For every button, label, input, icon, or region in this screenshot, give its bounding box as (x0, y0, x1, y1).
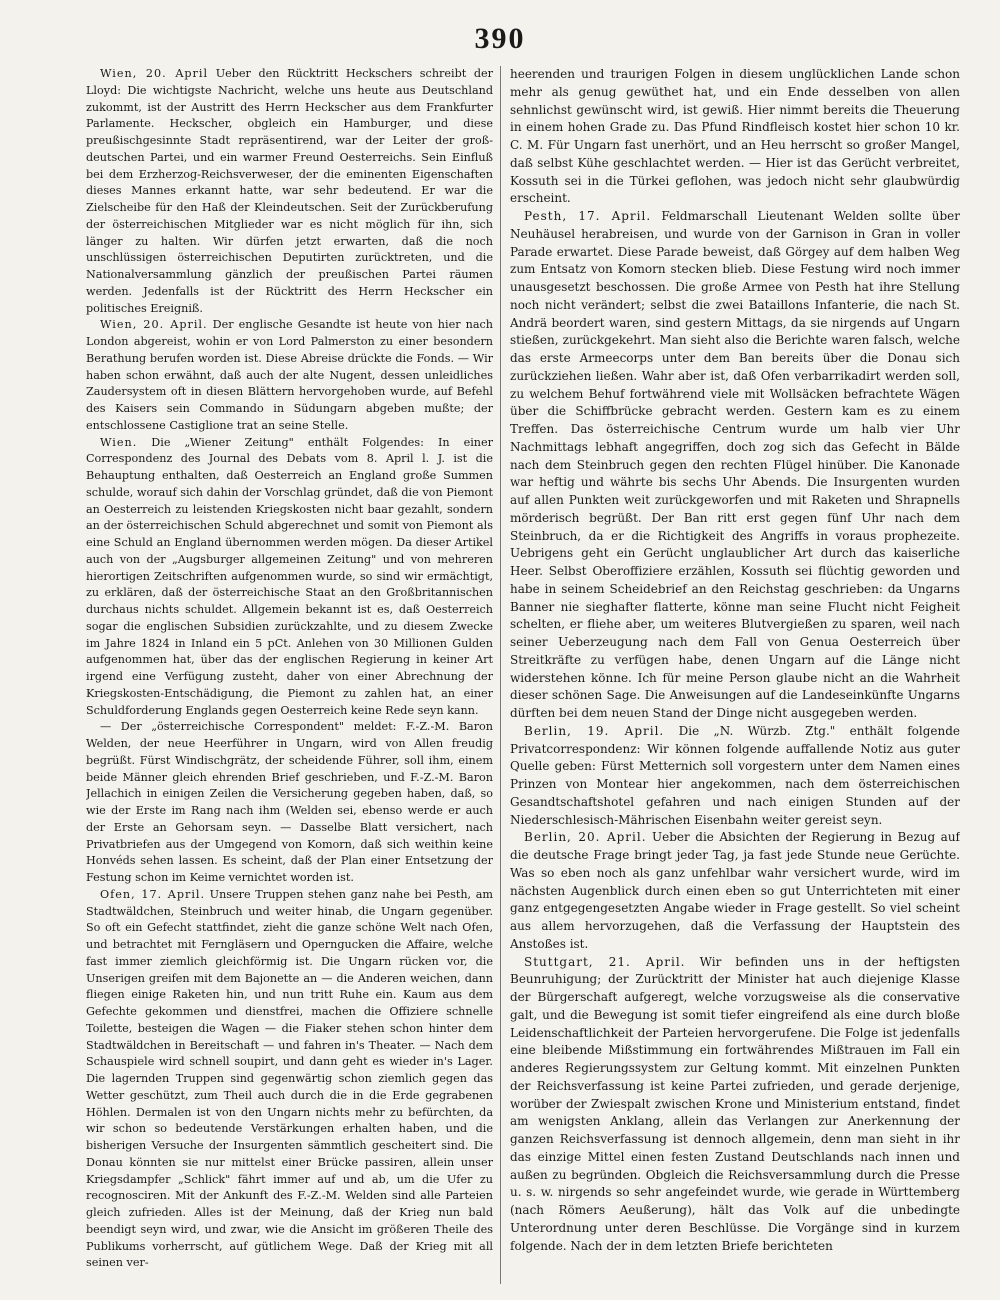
page-number: 390 (474, 22, 526, 55)
article-pesth (510, 208, 960, 723)
article-text: Unsere Truppen stehen ganz nahe bei Pesth, am Stadtwäldchen, Steinbruch und weiter hinab, die Ungarn gegenüber. So oft ein Gefecht stattfindet, zieht die ganze schöne Welt nach Ofen, und betrachtet mit Ferngläsern und Operngucken die Affaire, welche fast immer ziemlich gleichförmig ist. Die Ungarn rücken vor, die Unserigen greifen mit dem Bajonette an — die Anderen weichen, dann fliegen einige Raketen hin, und nun tritt Ruhe ein. Kaum aus dem Gefechte gekommen und dienstfrei, machen die Offiziere schnelle Toilette, besteigen die Wagen — die Fiaker stehen schon hinter dem Stadtwäldchen in Bereitschaft — und fahren in's Theater. — Nach dem Schauspiele wird schnell soupirt, und dann geht es wieder in's Lager. Die lagernden Truppen sind gegenwärtig schon ziemlich gegen das Wetter geschützt, zum Theil auch durch die in die Erde gegrabenen Höhlen. Dermalen ist von den Ungarn nichts mehr zu befürchten, da wir schon so bedeutende Verstärkungen erhalten haben, und die bisherigen Versuche der Insurgenten sämmtlich gescheitert sind. Die Donau könnten sie nur mittelst einer Brücke passiren, allein unser Kriegsdampfer „Schlick" fährt immer auf und ab, um die Ufer zu recognosciren. Mit der Ankunft des F.-Z.-M. Welden sind alle Parteien gleich zufrieden. Alles ist der Meinung, daß der Krieg nun bald beendigt seyn wird, und zwar, wie die Ansicht im größeren Theile des Publikums vorherrscht, auf gütlichem Wege. Daß der Krieg mit all seinen ver- (86, 887, 493, 1270)
article-berlin-19 (510, 723, 960, 830)
article-text: Die „N. Würzb. Ztg." enthält folgende Privatcorrespondenz: Wir können folgende auffallende Notiz aus guter Quelle geben: Fürst Metternich soll vorgestern unter dem Namen eines Prinzen von Montear hier angekommen, nach dem österreichischen Gesandtschaftshotel gefahren und nach einigen Stunden auf der Niederschlesisch-Mährischen Eisenbahn weiter gereist seyn. (510, 723, 960, 827)
article-text: heerenden und traurigen Folgen in diesem unglücklichen Lande schon mehr als genug gewüthet hat, und ein Ende desselben von allen sehnlichst gewünscht wird, ist gewiß. Hier nimmt bereits die Theuerung in einem hohen Grade zu. Das Pfund Rindfleisch kostet hier schon 10 kr. C. M. Für Ungarn fast unerhört, und an Heu herrscht so großer Mangel, daß selbst Kühe geschlachtet werden. — Hier ist das Gerücht verbreitet, Kossuth sei in die Türkei geflohen, was jedoch nicht sehr glaubwürdig erscheint. (510, 67, 960, 206)
dateline: Wien. (100, 435, 138, 449)
dateline: Berlin, 19. April. (524, 723, 665, 738)
article-text: Feldmarschall Lieutenant Welden sollte über Neuhäusel herabreisen, und wurde von der Garnison in Gran in voller Parade erwartet. Diese Parade beweist, daß Görgey auf dem halben Weg zum Entsatz von Komorn stecken blieb. Diese Festung wird noch immer unausgesetzt beschossen. Die große Armee von Pesth hat ihre Stellung noch nicht verändert; selbst die zwei Bataillons Infanterie, die nach St. Andrä beordert waren, sind gestern Mittags, da sie nirgends auf Ungarn stießen, zurückgekehrt. Man sieht also die Berichte waren falsch, welche das erste Armeecorps unter dem Ban bereits über die Donau sich zurückziehen ließen. Wahr aber ist, daß Ofen verbarrikadirt werden soll, zu welchem Behuf fortwährend viele mit Wollsäcken befrachtete Wägen über die Schiffbrücke gebracht werden. Gestern kam es zu einem Treffen. Das österreichische Centrum wurde um halb vier Uhr Nachmittags lebhaft angegriffen, doch zog sich das Gefecht in Bälde nach dem Steinbruch gegen den rechten Flügel hinüber. Die Kanonade war heftig und währte bis sechs Uhr Abends. Die Insurgenten wurden auf allen Punkten weit zurückgeworfen und mit Raketen und Shrapnells mörderisch begrüßt. Der Ban ritt erst gegen fünf Uhr nach dem Steinbruch, da er die Richtigkeit des Angriffs in voraus prophezeite. Uebrigens geht ein Gerücht unglaublicher Art durch das kaiserliche Heer. Selbst Oberoffiziere erzählen, Kossuth sei flüchtig geworden und habe in seinem Scheidebrief an den Reichstag geschrieben: da Ungarns Banner nie sieghafter flatterte, könne man seine Flucht nicht Feigheit schelten, er fliehe aber, um weiteres Blutvergießen zu sparen, weil nach seiner Ueberzeugung nach dem Fall von Genua Oesterreich über Streitkräfte zu verfügen habe, denen Ungarn auf die Länge nicht widerstehen könne. Ich für meine Person glaube nicht an die Wahrheit dieser schönen Sage. Die Anweisungen auf die Landeseinkünfte Ungarns dürften bei dem neuen Stand der Dinge nicht ausgegeben werden. (510, 209, 960, 720)
dateline: Wien, 20. April. (100, 318, 208, 332)
left-column (86, 66, 493, 1284)
dateline: Pesth, 17. April. (524, 209, 652, 223)
article-text: Wir befinden uns in der heftigsten Beunruhigung; der Zurücktritt der Minister hat auch diejenige Klasse der Bürgerschaft aufgeregt, welche vorzugsweise als die conservative galt, und die Bewegung ist somit tiefer eingreifend als eine durch bloße Leidenschaftlichkeit der Parteien hervorgerufene. Die Folge ist jedenfalls eine bleibende Mißstimmung ein fortwährendes Mißtrauen im Fall ein anderes Regierungssystem zur Geltung kommt. Mit einzelnen Punkten der Reichsverfassung ist keine Partei zufrieden, und gerade derjenige, worüber der Zwiespalt zwischen Krone und Ministerium entstand, findet am wenigsten Anklang, allein das Verlangen zur Anerkennung der ganzen Reichsverfassung ist dennoch allgemein, denn man sieht in ihr das einzige Mittel einen festen Zustand Deutschlands nach innen und außen zu begründen. Obgleich die Reichsversammlung durch die Presse u. s. w. nirgends so sehr angefeindet wurde, wie gerade in Württemberg (nach Römers Aeußerung), hält das Volk auf die unbedingte Unterordnung unter deren Beschlüsse. Die Vorgänge sind in kurzem folgende. Nach der in dem letzten Briefe berichteten (510, 954, 960, 1253)
dateline: Ofen, 17. April. (100, 887, 206, 901)
article-wien-heckscher (86, 66, 493, 317)
dateline: Berlin, 20. April. (524, 830, 647, 845)
article-text: Der englische Gesandte ist heute von hier nach London abgereist, wohin er von Lord Palmerston zu einer besondern Berathung berufen worden ist. Diese Abreise drückte die Fonds. — Wir haben schon erwähnt, daß auch der alte Nugent, dessen unleidliches Zaudersystem oft in diesen Blättern hervorgehoben wurde, auf Befehl des Kaisers sein Commando in Südungarn abgeben mußte; der entschlossene Castiglione trat an seine Stelle. (86, 318, 493, 432)
article-text: Ueber die Absichten der Regierung in Bezug auf die deutsche Frage bringt jeder Tag, ja fast jede Stunde neue Gerüchte. Was so eben noch als ganz unfehlbar wahr versichert wurde, wird im nächsten Augenblick durch einen eben so gut Unterrichteten mit einer ganz entgegengesetzten Angabe wieder in Frage gestellt. So viel scheint aus allem hervorzugehen, daß die Verfassung der Hauptstein des Anstoßes ist. (510, 830, 960, 951)
article-correspondent (86, 719, 493, 887)
article-text: Ueber den Rücktritt Heckschers schreibt der Lloyd: Die wichtigste Nachricht, welche uns heute aus Deutschland zukommt, ist der Austritt des Herrn Heckscher aus dem Frankfurter Parlamente. Heckscher, obgleich ein Hamburger, und diese preußischgesinnte Stadt repräsentirend, war der Leiter der groß-deutschen Partei, und ein warmer Freund Oesterreichs. Sein Einfluß bei dem Erzherzog-Reichsverweser, der die eminenten Eigenschaften dieses Mannes erkannt hatte, war sehr bedeutend. Er war die Zielscheibe für den Haß der Kleindeutschen. Seit der Zurückberufung der österreichischen Mitglieder war es nicht möglich für ihn, sich länger zu halten. Wir dürfen jetzt erwarten, daß die noch unschlüssigen österreichischen Deputirten zurücktreten, und die Nationalversammlung gänzlich der preußischen Partei räumen werden. Jedenfalls ist der Rücktritt des Herrn Heckscher ein politisches Ereigniß. (86, 67, 493, 315)
article-text: Die „Wiener Zeitung" enthält Folgendes: In einer Correspondenz des Journal des Debats vom 8. April l. J. ist die Behauptung enthalten, daß Oesterreich an England große Summen schulde, worauf sich dahin der Vorschlag gründet, daß die von Piemont an Oesterreich zu leistenden Kriegskosten nicht baar gezahlt, sondern an der österreichischen Schuld abgerechnet und somit von Piemont als eine Schuld an England übernommen werden mögen. Da dieser Artikel auch von der „Augsburger allgemeinen Zeitung" und von mehreren hierortigen Zeitschriften aufgenommen wurde, so sind wir ermächtigt, zu erklären, daß der österreichische Staat an den Großbritannischen durchaus nichts schuldet. Allgemein bekannt ist es, daß Oesterreich sogar die englischen Subsidien zurückzahlte, und zu diesem Zwecke im Jahre 1824 in Inland ein 5 pCt. Anlehen von 30 Millionen Gulden aufgenommen hat, über das der englischen Regierung in keiner Art irgend eine Verfügung zusteht, daher von einer Abrechnung der Kriegskosten-Entschädigung, die Piemont zu zahlen hat, an einer Schuldforderung Englands gegen Oesterreich keine Rede seyn kann. (86, 435, 493, 717)
column-divider (500, 66, 501, 1284)
article-ofen (86, 887, 493, 1272)
article-berlin-20 (510, 829, 960, 953)
article-wien-gesandte (86, 317, 493, 434)
dateline: Stuttgart, 21. April. (524, 954, 686, 969)
dateline: Wien, 20. April (100, 67, 209, 80)
right-column (510, 66, 960, 1284)
article-text: — Der „österreichische Correspondent" meldet: F.-Z.-M. Baron Welden, der neue Heerführer in Ungarn, wird von Allen freudig begrüßt. Fürst Windischgrätz, der scheidende Führer, soll ihm, einem beide Männer gleich ehrenden Brief geschrieben, und F.-Z.-M. Baron Jellachich in einigen Zeilen die Versicherung gegeben haben, daß, so wie der Erste im Rang nach ihm (Welden sei, ebenso werde er auch der Erste an Gehorsam seyn. — Dasselbe Blatt versichert, nach Privatbriefen aus der Umgegend von Komorn, daß sich weithin keine Honvéds sehen lassen. Es scheint, daß der Plan einer Entsetzung der Festung schon im Keime vernichtet worden ist. (86, 720, 493, 884)
article-wien-zeitung (86, 435, 493, 720)
article-stuttgart (510, 954, 960, 1256)
article-ofen-continued (510, 66, 960, 208)
